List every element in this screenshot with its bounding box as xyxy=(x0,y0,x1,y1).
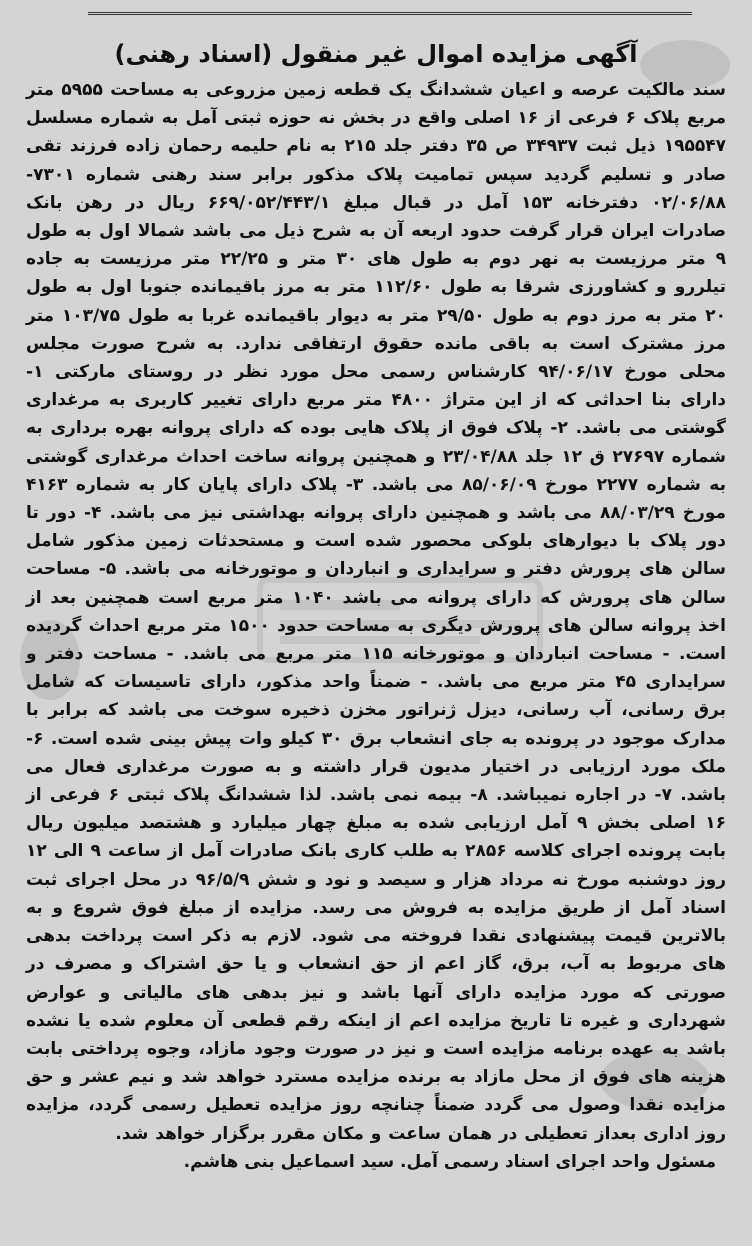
notice-signature: مسئول واحد اجرای اسناد رسمی آمل. سید اسماعیل بنی هاشم. xyxy=(183,1151,716,1172)
top-divider xyxy=(88,12,692,15)
notice-body: سند مالکیت عرصه و اعیان ششدانگ یک قطعه زمین مزروعی به مساحت ۵۹۵۵ متر مربع پلاک ۶ فرعی از ۱۶ اصلی واقع در بخش نه حوزه ثبتی آمل به شماره مسلسل ۱۹۵۵۴۷ ذیل ثبت ۳۴۹۳۷ ص ۳۵ دفتر جلد ۲۱۵ به نام حلیمه رحمان زاده فرزند تقی صادر و تسلیم گردید سپس تمامیت پلاک مذکور برابر سند رهنی شماره ۷۳۰۱- ۰۲/۰۶/۸۸ دفترخانه ۱۵۳ آمل در قبال مبلغ ۶۶۹/۰۵۲/۴۴۳/۱ ریال در رهن بانک صادرات ایران قرار گرفت حدود اربعه آن به شرح ذیل می باشد شمالا اول به طول ۹ متر مرزیست به نهر دوم به طول های ۳۰ متر و ۲۲/۲۵ متر مرزیست به جاده تیلررو و کشاورزی شرقا به طول ۱۱۲/۶۰ متر به مرز باقیمانده جنوبا اول به طول ۲۰ متر به مرز دوم به طول ۲۹/۵۰ متر به دیوار باقیمانده غربا به طول ۱۰۳/۷۵ متر مرز مشترک است به باقی مانده حقوق ارتفاقی ندارد. به شرح صورت مجلس محلی مورخ ۹۴/۰۶/۱۷ کارشناس رسمی محل مورد نظر در روستای مارکتی ۱- دارای بنا احداثی که از این متراژ ۴۸۰۰ متر مربع دارای تغییر کاربری به مرغداری گوشتی می باشد. ۲- پلاک فوق از پلاک هایی بوده که دارای پروانه بهره برداری به شماره ۲۷۶۹۷ ق ۱۲ جلد ۲۳/۰۴/۸۸ و همچنین پروانه ساخت احداث مرغداری گوشتی به شماره ۲۲۷۷ مورخ ۸۵/۰۶/۰۹ می باشد. ۳- پلاک دارای پایان کار به شماره ۴۱۶۳ مورخ ۸۸/۰۳/۲۹ می باشد و همچنین دارای پروانه بهداشتی نیز می باشد. ۴- دور تا دور پلاک با دیوارهای بلوکی محصور شده است و مستحدثات زمین مذکور شامل سالن های پرورش دفتر و سرایداری و انباردان و موتورخانه می باشد. ۵- مساحت سالن های پرورش که دارای پروانه می باشد ۱۰۴۰ متر مربع است همچنین بعد از اخذ پروانه سالن های پرورش دیگری به مساحت حدود ۱۵۰۰ متر مربع احداث گردیده است. - مساحت انباردان و موتورخانه ۱۱۵ متر مربع می باشد. - مساحت دفتر و سرایداری ۴۵ متر مربع می باشد. - ضمناً واحد مذکور، دارای تاسیسات که شامل برق رسانی، آب رسانی، دیزل ژنراتور مخزن ذخیره سوخت می باشد که برابر با مدارک موجود در پرونده به جای انشعاب برق ۳۰ کیلو وات پیش بینی شده است. ۶- ملک مورد ارزیابی در اختیار مدیون قرار داشته و به صورت مرغداری فعال می باشد. ۷- در اجاره نمیباشد. ۸- بیمه نمی باشد. لذا ششدانگ پلاک ثبتی ۶ فرعی از ۱۶ اصلی بخش ۹ آمل ارزیابی شده به مبلغ چهار میلیارد و هشتصد میلیون ریال بابت پرونده اجرای کلاسه ۲۸۵۶ به طلب کاری بانک صادرات آمل از ساعت ۹ الی ۱۲ روز دوشنبه مورخ نه مرداد هزار و سیصد و نود و شش ۹۶/۵/۹ در محل اجرای ثبت اسناد آمل از طریق مزایده به فروش می رسد. مزایده از مبلغ فوق شروع و به بالاترین قیمت پیشنهادی نقدا فروخته می شود. لازم به ذکر است پرداخت بدهی های مربوط به آب، برق، گاز اعم از حق انشعاب و یا حق اشتراک و مصرف در صورتی که مورد مزایده دارای آنها باشد و نیز بدهی های مالیاتی و عوارض شهرداری و غیره تا تاریخ مزایده اعم از اینکه رقم قطعی آن معلوم شده یا نشده باشد به عهده برنامه مزایده است و نیز در صورت وجود مازاد، وجوه پرداختی بابت هزینه های فوق از محل مازاد به برنده مزایده مسترد خواهد شد و نیم عشر و حق مزایده نقدا وصول می گردد ضمناً چنانچه روز مزایده تعطیل رسمی گردد، مزایده روز اداری بعداز تعطیلی در همان ساعت و مکان مقرر برگزار خواهد شد. xyxy=(26,80,727,1144)
notice-title: آگهی مزایده اموال غیر منقول (اسناد رهنی) xyxy=(114,40,638,68)
auction-notice xyxy=(26,36,726,1176)
